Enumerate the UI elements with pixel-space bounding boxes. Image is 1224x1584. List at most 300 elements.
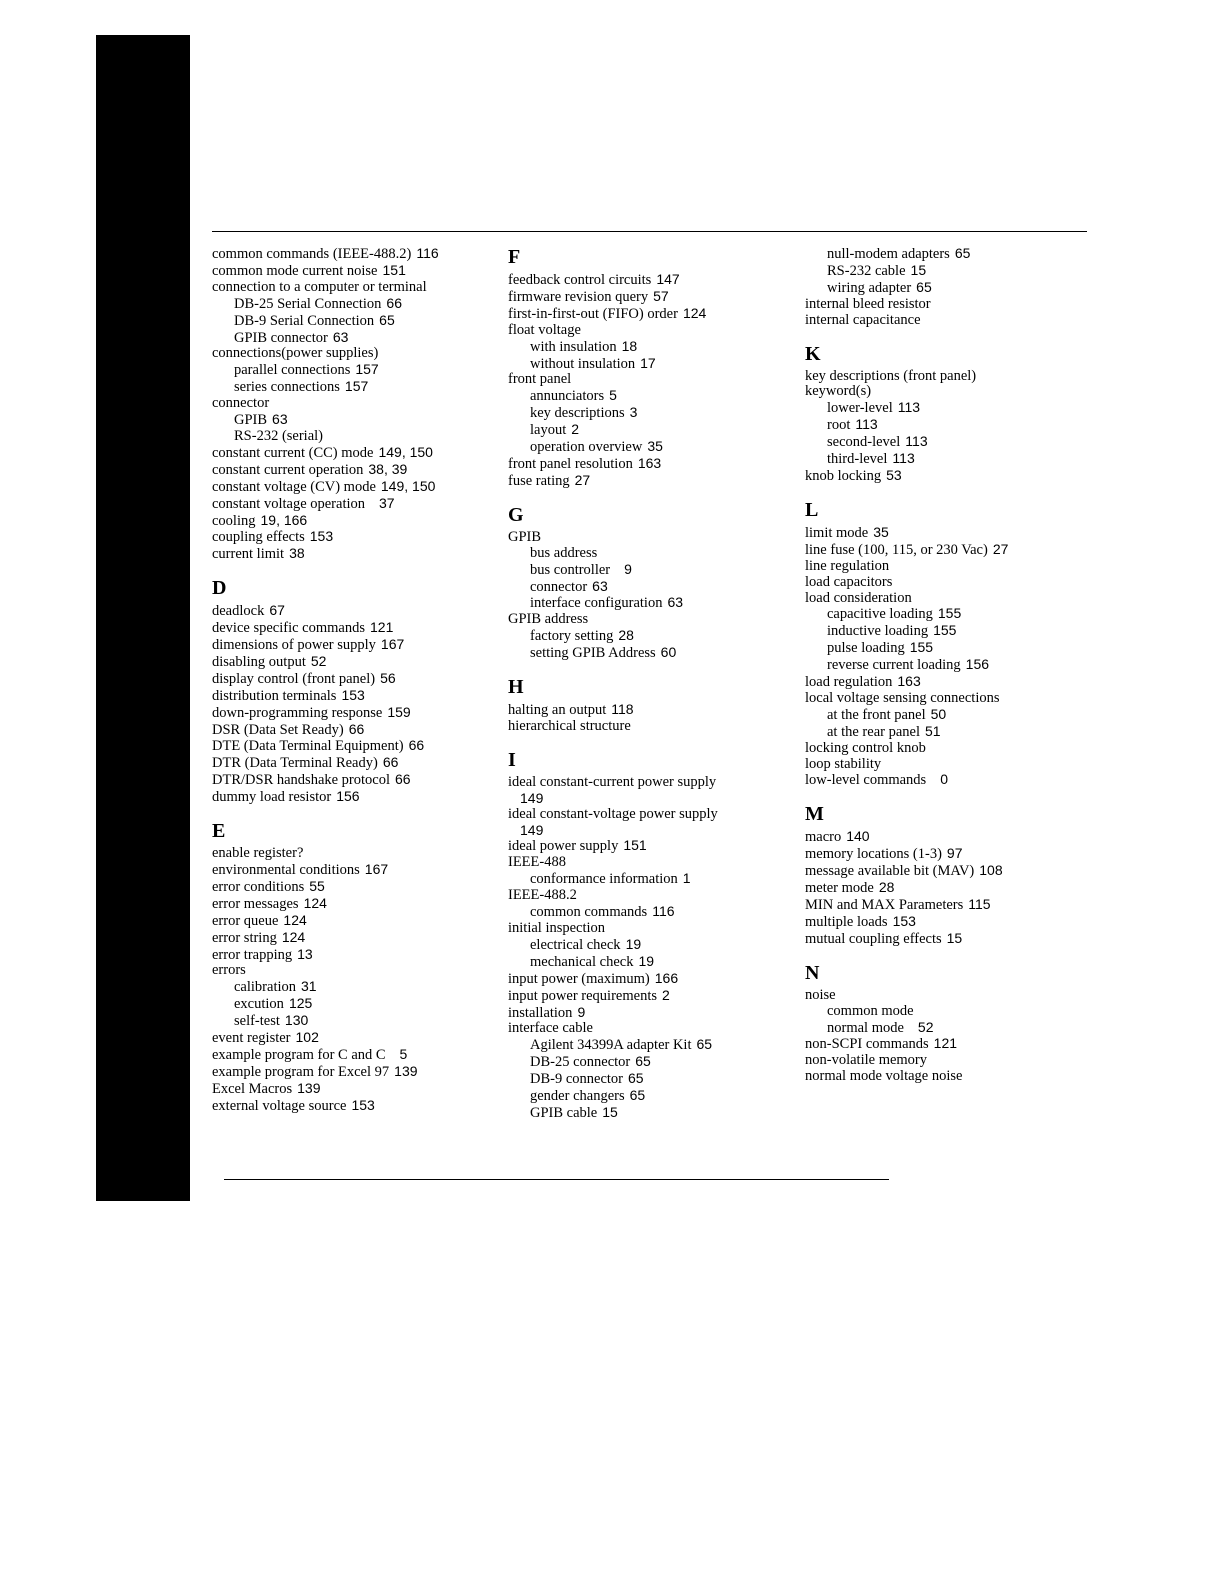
index-entry — [805, 880, 1090, 897]
index-subentry — [212, 313, 497, 330]
page-reference: 31 — [301, 978, 317, 995]
page-reference: 63 — [667, 594, 684, 611]
page-reference: 28 — [618, 627, 634, 644]
index-term: connection to a computer or terminal — [212, 278, 427, 295]
index-entry — [212, 862, 497, 879]
index-entry — [212, 896, 497, 913]
index-entry — [212, 738, 497, 755]
index-entry — [212, 346, 497, 362]
index-term: DB-25 Serial Connection — [234, 295, 382, 312]
page-reference: 65 — [629, 1087, 646, 1104]
index-term: disabling output — [212, 653, 306, 670]
index-column-3 — [805, 246, 1090, 1085]
index-subentry — [212, 379, 497, 396]
page-reference: 116 — [416, 245, 439, 261]
index-entry — [212, 263, 497, 280]
index-subentry — [508, 546, 793, 562]
index-term: normal mode voltage noise — [805, 1068, 963, 1085]
index-section-letter: M — [805, 803, 824, 826]
index-term: pulse loading — [827, 640, 905, 657]
index-entry — [508, 988, 793, 1005]
page-reference: 66 — [408, 737, 425, 754]
index-term: multiple loads — [805, 913, 888, 930]
index-subentry — [805, 1004, 1090, 1020]
index-section-letter: E — [212, 820, 226, 843]
page-reference: 167 — [364, 861, 389, 877]
page-reference: 149 — [520, 789, 544, 806]
index-term: local voltage sensing connections — [805, 689, 1000, 706]
page-reference: 53 — [886, 466, 902, 483]
index-term: factory setting — [530, 628, 614, 645]
index-term: distribution terminals — [212, 687, 337, 704]
index-term: common mode — [827, 1002, 914, 1019]
page-reference: 57 — [653, 287, 669, 304]
index-term: enable register? — [212, 845, 304, 862]
page-reference: 66 — [348, 720, 365, 737]
index-term: input power requirements — [508, 987, 657, 1004]
index-entry — [805, 691, 1090, 707]
page-reference: 116 — [652, 903, 675, 920]
index-term: series connections — [234, 379, 340, 396]
page-reference: 149, 150 — [380, 477, 436, 494]
index-section-letter: H — [508, 676, 524, 699]
index-term: first-in-first-out (FIFO) order — [508, 305, 678, 322]
page-reference: 167 — [380, 636, 405, 653]
index-term: non-volatile memory — [805, 1052, 928, 1069]
header-rule — [212, 231, 1087, 232]
index-term: low-level commands — [805, 772, 927, 789]
index-entry — [212, 513, 497, 530]
index-entry — [212, 913, 497, 930]
index-term: GPIB address — [508, 611, 589, 628]
index-entry — [805, 914, 1090, 931]
index-entry — [805, 297, 1090, 313]
index-term: constant current operation — [212, 461, 364, 478]
index-term: DTR (Data Terminal Ready) — [212, 755, 378, 772]
page-reference: 108 — [979, 862, 1003, 879]
index-term: MIN and MAX Parameters — [805, 897, 964, 913]
index-entry — [212, 879, 497, 896]
index-entry — [805, 591, 1090, 607]
index-entry — [508, 323, 793, 339]
index-term: external voltage source — [212, 1097, 347, 1114]
index-term: lower-level — [827, 400, 893, 417]
index-subentry — [805, 263, 1090, 280]
index-entry — [805, 384, 1090, 400]
index-term: interface configuration — [530, 595, 663, 612]
index-term: bus controller — [530, 561, 611, 578]
index-term: keyword(s) — [805, 383, 872, 400]
index-term: calibration — [234, 979, 297, 996]
index-term: non-SCPI commands — [805, 1036, 929, 1053]
index-entry — [212, 445, 497, 462]
index-entry — [508, 719, 793, 735]
page-reference: 65 — [379, 311, 395, 328]
index-term: gender changers — [530, 1088, 625, 1105]
index-subentry — [508, 388, 793, 405]
index-entry — [212, 1047, 497, 1064]
page-reference: 1 — [682, 870, 691, 887]
index-section-letter: I — [508, 748, 516, 771]
index-section-letter: F — [508, 246, 521, 268]
page-reference: 35 — [873, 523, 889, 540]
index-entry — [212, 789, 497, 806]
index-entry — [805, 741, 1090, 757]
page-reference: 153 — [892, 912, 916, 929]
index-subentry — [508, 1037, 793, 1054]
index-term: line fuse (100, 115, or 230 Vac) — [805, 541, 988, 558]
index-term: setting GPIB Address — [530, 645, 656, 662]
page-reference: 52 — [917, 1018, 934, 1035]
index-term: down-programming response — [212, 704, 383, 721]
index-subentry — [805, 400, 1090, 417]
index-term: Agilent 34399A adapter Kit — [530, 1037, 692, 1054]
index-subentry — [805, 280, 1090, 297]
page-reference: 113 — [897, 399, 921, 416]
index-term: RS-232 cable — [827, 262, 906, 279]
index-term: root — [827, 417, 851, 434]
page-reference: 66 — [386, 294, 402, 311]
index-subentry — [805, 1020, 1090, 1037]
index-entry — [212, 1030, 497, 1047]
index-term: float voltage — [508, 321, 581, 338]
index-entry — [212, 947, 497, 964]
index-entry — [805, 1053, 1090, 1069]
index-term: error string — [212, 929, 277, 946]
index-term: errors — [212, 962, 246, 979]
index-term: installation — [508, 1004, 573, 1021]
page-reference: 52 — [310, 652, 327, 669]
index-term: input power (maximum) — [508, 970, 650, 987]
index-subentry — [508, 937, 793, 954]
index-term: loop stability — [805, 755, 882, 772]
index-entry — [508, 921, 793, 937]
index-term: self-test — [234, 1013, 280, 1030]
page-reference: 13 — [297, 945, 313, 962]
index-entry — [805, 468, 1090, 485]
index-subentry — [508, 954, 793, 971]
page-reference: 50 — [930, 705, 947, 722]
index-subentry — [805, 434, 1090, 451]
index-subentry — [508, 579, 793, 596]
index-entry — [508, 473, 793, 490]
page-reference: 151 — [623, 837, 647, 854]
page-reference: 153 — [351, 1096, 375, 1113]
index-term: bus address — [530, 544, 598, 561]
page-reference: 124 — [303, 894, 327, 911]
index-term: hierarchical structure — [508, 717, 631, 734]
index-entry — [805, 1069, 1090, 1085]
index-term: dimensions of power supply — [212, 637, 376, 654]
page-reference: 149, 150 — [378, 443, 433, 460]
index-subentry — [508, 562, 793, 579]
index-term: front panel resolution — [508, 455, 633, 472]
index-entry — [805, 863, 1090, 880]
index-term: DTR/DSR handshake protocol — [212, 772, 391, 789]
index-subentry — [805, 707, 1090, 724]
index-term: constant voltage (CV) mode — [212, 478, 376, 495]
index-section-letter: K — [805, 342, 821, 365]
index-entry — [212, 246, 497, 263]
index-term: DB-25 connector — [530, 1054, 631, 1071]
index-term: GPIB connector — [234, 329, 328, 346]
index-entry — [508, 530, 793, 546]
page-reference: 63 — [272, 411, 288, 428]
index-term: constant current (CC) mode — [212, 444, 374, 461]
index-section-letter: N — [805, 961, 820, 984]
page-reference: 19 — [625, 935, 642, 952]
index-subentry — [508, 645, 793, 662]
page-reference: 19 — [638, 952, 655, 969]
page-reference: 19, 166 — [260, 511, 308, 528]
index-entry — [212, 603, 497, 620]
page-reference: 15 — [910, 261, 927, 278]
page-reference: 121 — [370, 619, 394, 636]
index-entry — [212, 1064, 497, 1081]
index-term: error conditions — [212, 878, 305, 895]
index-term: device specific commands — [212, 620, 365, 637]
index-term: constant voltage operation — [212, 495, 366, 512]
index-term: error queue — [212, 912, 279, 929]
black-thumb-tab — [96, 35, 190, 1201]
index-entry — [805, 674, 1090, 691]
index-term: internal capacitance — [805, 311, 921, 328]
index-term: electrical check — [530, 936, 621, 953]
index-entry — [508, 702, 793, 719]
page-reference: 65 — [628, 1070, 644, 1087]
page-reference: 113 — [892, 450, 915, 467]
index-term: initial inspection — [508, 920, 606, 936]
index-entry — [805, 988, 1090, 1004]
page-reference: 113 — [905, 433, 928, 450]
index-term: key descriptions (front panel) — [805, 367, 977, 384]
index-subentry — [508, 904, 793, 921]
page-reference: 157 — [344, 378, 369, 395]
index-subentry — [805, 657, 1090, 674]
index-entry — [508, 372, 793, 388]
page-reference: 113 — [855, 416, 878, 433]
page-reference: 124 — [281, 928, 306, 945]
index-term: noise — [805, 986, 836, 1003]
index-term: inductive loading — [827, 623, 929, 640]
index-term: DB-9 Serial Connection — [234, 312, 375, 329]
index-term: common commands — [530, 904, 648, 921]
index-term: macro — [805, 829, 842, 846]
index-term: ideal constant-voltage power supply — [508, 805, 718, 822]
index-term: common mode current noise — [212, 262, 378, 279]
index-term: parallel connections — [234, 362, 351, 379]
index-subentry — [805, 724, 1090, 741]
index-entry — [212, 637, 497, 654]
index-term: DB-9 connector — [530, 1071, 624, 1088]
index-term: IEEE-488.2 — [508, 887, 577, 904]
page-reference: 18 — [621, 337, 638, 354]
index-term: cooling — [212, 512, 256, 529]
index-term: locking control knob — [805, 739, 926, 756]
page-reference: 156 — [965, 656, 990, 673]
page-reference: 5 — [609, 387, 617, 404]
index-term: Excel Macros — [212, 1080, 293, 1097]
page-reference: 65 — [916, 278, 932, 295]
index-subentry — [212, 979, 497, 996]
index-entry — [212, 722, 497, 739]
index-term: load capacitors — [805, 573, 893, 590]
page-reference: 3 — [629, 404, 638, 421]
index-term: fuse rating — [508, 472, 570, 489]
page-reference: 139 — [394, 1062, 418, 1079]
index-entry — [508, 272, 793, 289]
page-reference: 67 — [269, 602, 285, 619]
page-reference: 155 — [933, 622, 957, 639]
index-term: DSR (Data Set Ready) — [212, 721, 344, 738]
index-entry — [805, 1036, 1090, 1053]
index-subentry — [212, 362, 497, 379]
index-subentry — [508, 439, 793, 456]
index-entry — [508, 807, 793, 839]
page-reference: 66 — [382, 754, 399, 771]
index-entry — [212, 1081, 497, 1098]
page-reference: 155 — [909, 639, 934, 656]
index-term: mechanical check — [530, 953, 634, 970]
index-term: key descriptions — [530, 405, 625, 422]
index-subentry — [805, 451, 1090, 468]
index-term: connector — [212, 395, 270, 412]
index-subentry — [508, 1054, 793, 1071]
index-term: dummy load resistor — [212, 789, 332, 806]
index-entry — [805, 931, 1090, 948]
page-reference: 97 — [946, 845, 963, 862]
page-reference: 38, 39 — [368, 460, 408, 477]
index-term: front panel — [508, 371, 572, 388]
page-reference: 139 — [297, 1079, 321, 1096]
index-entry — [508, 456, 793, 473]
page-reference: 0 — [940, 771, 949, 788]
page-reference: 15 — [946, 929, 963, 946]
index-entry — [212, 529, 497, 546]
page-reference: 2 — [571, 421, 580, 438]
index-term: meter mode — [805, 880, 874, 897]
index-subentry — [805, 246, 1090, 263]
index-subentry — [212, 330, 497, 347]
index-term: RS-232 (serial) — [234, 427, 323, 444]
index-term: connections(power supplies) — [212, 345, 379, 362]
index-entry — [508, 971, 793, 988]
index-term: load regulation — [805, 674, 893, 691]
index-entry — [508, 855, 793, 871]
index-term: common commands (IEEE-488.2) — [212, 246, 412, 262]
index-term: second-level — [827, 434, 901, 451]
page-reference: 149 — [520, 821, 544, 838]
page-reference: 60 — [660, 644, 677, 661]
index-term: current limit — [212, 546, 285, 563]
index-entry — [212, 755, 497, 772]
index-entry — [805, 575, 1090, 591]
index-section-letter: L — [805, 498, 819, 521]
index-term: limit mode — [805, 524, 869, 541]
page-reference: 55 — [309, 877, 325, 894]
index-term: annunciators — [530, 388, 605, 405]
index-subentry — [508, 595, 793, 612]
index-entry — [508, 838, 793, 855]
index-term: line regulation — [805, 557, 890, 574]
index-term: DTE (Data Terminal Equipment) — [212, 738, 404, 755]
index-section-letter: G — [508, 503, 524, 526]
index-entry — [212, 688, 497, 705]
index-entry — [212, 654, 497, 671]
index-entry — [212, 496, 497, 513]
index-term: GPIB — [234, 412, 268, 429]
index-subentry — [212, 996, 497, 1013]
page-reference: 9 — [624, 560, 632, 577]
index-entry — [212, 620, 497, 637]
index-subentry — [508, 628, 793, 645]
page-reference: 151 — [382, 261, 406, 278]
page-reference: 27 — [574, 471, 591, 488]
page-reference: 102 — [295, 1029, 319, 1046]
index-entry — [805, 313, 1090, 329]
page-reference: 163 — [637, 454, 662, 471]
index-term: layout — [530, 422, 567, 439]
index-term: mutual coupling effects — [805, 930, 942, 947]
index-subentry — [508, 1071, 793, 1088]
index-term: event register — [212, 1030, 291, 1047]
index-entry — [508, 1005, 793, 1022]
page-reference: 157 — [355, 361, 379, 378]
index-term: connector — [530, 578, 588, 595]
index-term: null-modem adapters — [827, 246, 950, 262]
index-entry — [508, 1021, 793, 1037]
index-entry — [508, 775, 793, 807]
index-term: ideal constant-current power supply — [508, 773, 717, 790]
index-term: at the rear panel — [827, 723, 920, 740]
index-term: example program for Excel 97 — [212, 1063, 390, 1080]
page-reference: 15 — [602, 1103, 618, 1120]
page-reference: 124 — [283, 911, 307, 928]
index-subentry — [508, 871, 793, 888]
index-term: memory locations (1-3) — [805, 846, 942, 863]
page-reference: 56 — [380, 669, 396, 686]
index-term: without insulation — [530, 355, 636, 372]
page-reference: 125 — [288, 995, 313, 1012]
page-reference: 156 — [336, 788, 360, 805]
index-column-2 — [508, 246, 793, 1122]
index-term: coupling effects — [212, 529, 305, 546]
index-entry — [508, 289, 793, 306]
index-subentry — [212, 429, 497, 445]
index-term: normal mode — [827, 1019, 904, 1036]
page-reference: 35 — [647, 438, 663, 455]
index-term: deadlock — [212, 603, 265, 620]
index-entry — [212, 1098, 497, 1115]
index-subentry — [508, 1105, 793, 1122]
index-term: feedback control circuits — [508, 272, 652, 288]
index-term: firmware revision query — [508, 288, 649, 305]
index-subentry — [508, 339, 793, 356]
index-term: GPIB — [508, 528, 542, 545]
index-term: excution — [234, 996, 284, 1013]
index-subentry — [508, 405, 793, 422]
index-term: display control (front panel) — [212, 670, 376, 687]
index-term: example program for C and C — [212, 1046, 386, 1063]
index-entry — [212, 546, 497, 563]
index-term: wiring adapter — [827, 279, 912, 296]
index-term: environmental conditions — [212, 862, 360, 878]
page-reference: 28 — [878, 879, 895, 896]
page-reference: 159 — [387, 703, 411, 720]
page-reference: 130 — [284, 1012, 309, 1029]
index-entry — [212, 963, 497, 979]
index-term: with insulation — [530, 338, 617, 355]
